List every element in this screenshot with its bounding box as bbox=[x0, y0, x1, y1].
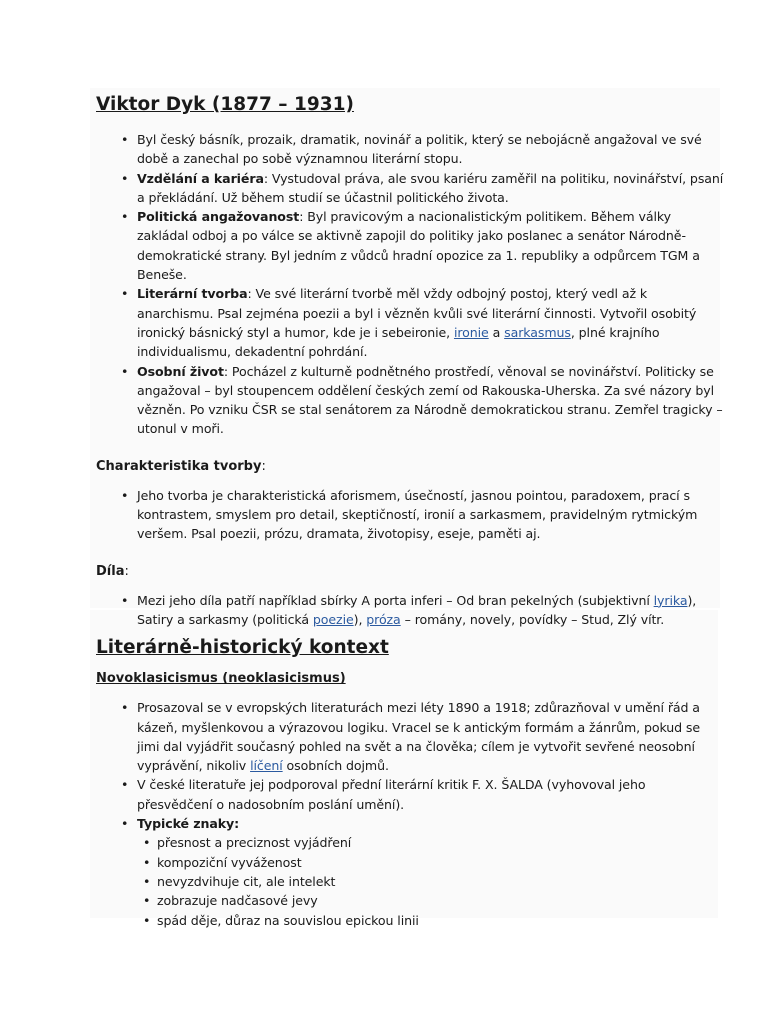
bold-label: Literární tvorba bbox=[137, 286, 248, 302]
bold-label: Díla bbox=[96, 563, 125, 579]
list-item bbox=[137, 775, 724, 814]
works-list bbox=[96, 591, 724, 630]
characteristics-heading bbox=[96, 457, 724, 476]
bio-list bbox=[96, 130, 724, 439]
list-item: • zobrazuje nadčasové jevy bbox=[157, 891, 724, 910]
bold-label: Vzdělání a kariéra bbox=[137, 170, 264, 186]
colon: : bbox=[124, 563, 129, 579]
bold-label: Charakteristika tvorby bbox=[96, 458, 262, 474]
link-poezie[interactable]: poezie bbox=[312, 611, 354, 627]
list-item bbox=[137, 362, 724, 439]
item-text: : Vystudoval práva, ale svou kariéru zaměřil na politiku, novinářství, psaní a překládání. Už během studií se účastnil politického života. bbox=[137, 170, 724, 205]
list-item bbox=[137, 169, 724, 208]
item-text: – romány, novely, povídky – Stud, Zlý vítr. bbox=[400, 611, 665, 627]
list-item: • spád děje, důraz na souvislou epickou linii bbox=[157, 911, 724, 930]
colon: : bbox=[261, 458, 266, 474]
list-item bbox=[137, 814, 724, 930]
list-item bbox=[137, 284, 724, 361]
item-text: , plné krajního individualismu, dekadentní pohrdání. bbox=[137, 324, 660, 360]
intro-text: Byl český básník, prozaik, dramatik, novinář a politik, který se nebojácně angažoval ve své době a zanechal po sobě významnou literární stopu. bbox=[137, 132, 702, 167]
context-list bbox=[96, 698, 724, 930]
works-heading bbox=[96, 562, 724, 581]
link-proza[interactable]: próza bbox=[366, 611, 401, 627]
item-text: Jeho tvorba je charakteristická aforismem, úsečností, jasnou pointou, paradoxem, prací s kontrastem, smyslem pro detail, skeptičností, ironií a sarkasmem, pravidelným rytmickým veršem. Psal poezii, prózu, dramata, životopisy, eseje, paměti aj. bbox=[137, 487, 698, 542]
section-title-viktor-dyk: Viktor Dyk (1877 – 1931) bbox=[96, 94, 354, 115]
list-item bbox=[137, 130, 724, 169]
list-item: • nevyzdvihuje cit, ale intelekt bbox=[157, 872, 724, 891]
list-item: • kompoziční vyváženost bbox=[157, 853, 724, 872]
bold-label: Politická angažovanost bbox=[137, 209, 300, 225]
list-item bbox=[137, 698, 724, 775]
document-content bbox=[96, 92, 724, 930]
list-item bbox=[137, 591, 724, 630]
subsection-title: Novoklasicismus (neoklasicismus) bbox=[96, 671, 346, 687]
list-item: • přesnost a preciznost vyjádření bbox=[157, 833, 724, 852]
link-sarkasmus[interactable]: sarkasmus bbox=[504, 324, 571, 340]
item-text: Mezi jeho díla patří například sbírky A porta inferi – Od bran pekelných (subjektivní bbox=[137, 592, 654, 608]
item-text: : Pocházel z kulturně podnětného prostředí, věnoval se novinářství. Politicky se angažoval – byl stoupencem oddělení českých zemí od Rakouska-Uherska. Za své názory byl vězněn. Po vzniku ČSR se stal senátorem za Národně demokratickou stranu. Zemřel tragicky – utonul v moři. bbox=[137, 363, 723, 437]
item-text: ), bbox=[353, 611, 367, 627]
link-lyrika[interactable]: lyrika bbox=[653, 592, 688, 608]
item-text: a bbox=[488, 324, 505, 340]
characteristics-list bbox=[96, 486, 724, 544]
item-text: : Ve své literární tvorbě měl vždy odbojný postoj, který vedl až k anarchismu. Psal zejména poezii a byl i vězněn kvůli své literární činnosti. Vytvořil osobitý ironický básnický styl a humor, kde je i sebeironie, bbox=[137, 286, 697, 340]
item-text: V české literatuře jej podporoval přední literární kritik F. X. ŠALDA (vyhovoval jeho přesvědčení o nadosobním poslání umění). bbox=[137, 777, 646, 812]
section-title-context: Literárně-historický kontext bbox=[96, 637, 389, 659]
typical-signs-list bbox=[137, 833, 724, 929]
list-item bbox=[137, 486, 724, 544]
link-ironie[interactable]: ironie bbox=[453, 324, 489, 340]
item-text: Prosazoval se v evropských literaturách mezi léty 1890 a 1918; zdůrazňoval v umění řád a kázeň, myšlenkovou a výrazovou logiku. Vracel se k antickým formám a žánrům, pokud se jimi dal vyjádřit současný pohled na svět a na člověka; cílem je vytvořit sevřené neosobní vyprávění, nikoliv bbox=[137, 700, 701, 774]
link-liceni[interactable]: líčení bbox=[250, 758, 283, 774]
bold-label: Osobní život bbox=[137, 363, 224, 379]
item-text: ), Satiry a sarkasmy (politická bbox=[137, 592, 697, 627]
item-text: : Byl pravicovým a nacionalistickým politikem. Během války zakládal odboj a po válce se aktivně zapojil do politiky jako poslanec a senátor Národně-demokratické strany. Byl jedním z vůdců hradní opozice za 1. republiky a odpůrcem TGM a Beneše. bbox=[137, 209, 700, 283]
list-item bbox=[137, 207, 724, 284]
bold-label: Typické znaky: bbox=[137, 816, 240, 832]
item-text: osobních dojmů. bbox=[282, 758, 389, 774]
